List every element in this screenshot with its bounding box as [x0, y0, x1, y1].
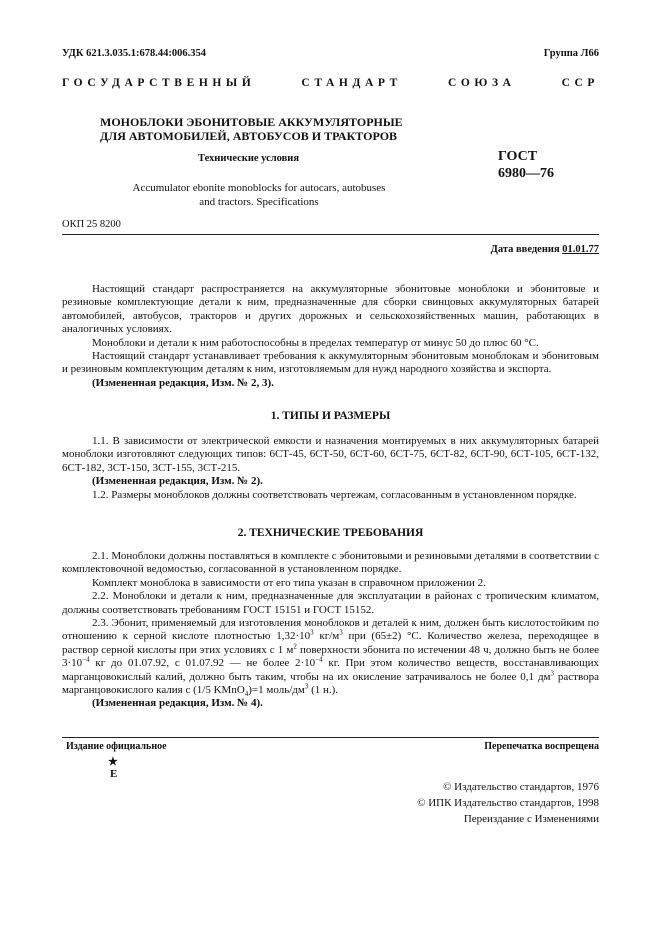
standard-line: ГОСУДАРСТВЕННЫЙ СТАНДАРТ СОЮЗА ССР — [62, 77, 599, 89]
intro-date-value: 01.01.77 — [562, 244, 599, 255]
intro-paragraph-3: Настоящий стандарт устанавливает требования к аккумуляторным эбонитовым моноблокам и эбонитовым и резиновым комплектующим деталям к ним, изготовляемым для нужд народного хозяйства и экспорта. — [62, 350, 599, 376]
section-1-text — [62, 435, 599, 502]
document-title — [100, 115, 403, 143]
group-code: Группа Л66 — [543, 48, 599, 59]
paragraph-2-1: 2.1. Моноблоки должны поставляться в комплекте с эбонитовыми и резиновыми деталями в соответствии с комплектовочной ведомостью, согласованной в установленном порядке. — [62, 550, 599, 576]
paragraph-2-3: 2.3. Эбонит, применяемый для изготовления моноблоков и деталей к ним, должен быть кислотостойким по отношению к серной кислоте плотностью $1,32\cdot 10^3$ $кг/м^3$ при (65±2) °С. Количество железа, переходящее в раствор серной кислоты при этих условиях с 1 $м^2$ поверхности эбонита по истечении 48 ч, должно быть не более $3\cdot 10^{-4}$ кг до 01.07.92, с 01.07.92 — не более $2\cdot 10^{-4}$ кг. При этом количество веществ, восстанавливающих марганцовокислый калий, должно быть таким, чтобы на их окисление затрачивалось не более 0,1 $дм^3$ раствора марганцовокислого калия c (1/5 KMnO$_4$)=1 моль/$дм^3$ (1 н.). — [62, 617, 600, 699]
copyright-1998: © ИПК Издательство стандартов, 1998 — [417, 797, 599, 809]
paragraph-1-2: 1.2. Размеры моноблоков должны соответствовать чертежам, согласованным в установленном порядке. — [92, 488, 577, 501]
paragraph-2-1b: Комплект моноблока в зависимости от его типа указан в справочном приложении 2. — [92, 576, 486, 589]
paragraph-2-2: 2.2. Моноблоки и детали к ним, предназначенные для эксплуатации в районах с тропическим климатом, должны соответствовать требованиям ГОСТ 15151 и ГОСТ 15152. — [62, 590, 599, 616]
section-heading: 1. ТИПЫ И РАЗМЕРЫ — [270, 410, 391, 422]
subtitle: Технические условия — [198, 153, 300, 164]
divider — [62, 737, 599, 738]
udk-code: УДК 621.3.035.1:678.44:006.354 — [62, 48, 206, 59]
copyright-1976: © Издательство стандартов, 1976 — [443, 781, 599, 793]
okp-code: ОКП 25 8200 — [62, 219, 121, 230]
intro-paragraph-2: Моноблоки и детали к ним работоспособны в пределах температур от минус 50 до плюс 60 °С. — [92, 336, 539, 349]
edition-letter: Е — [110, 768, 118, 780]
amendment-note: (Измененная редакция, Изм. № 4). — [92, 697, 263, 710]
gost-block — [498, 148, 554, 182]
amendment-note: (Измененная редакция, Изм. № 2, 3). — [92, 376, 274, 389]
section-heading: 2. ТЕХНИЧЕСКИЕ ТРЕБОВАНИЯ — [237, 527, 424, 539]
title-line-2: ДЛЯ АВТОМОБИЛЕЙ, АВТОБУСОВ И ТРАКТОРОВ — [100, 129, 398, 143]
official-edition: Издание официальное — [66, 741, 167, 752]
intro-paragraph-1: Настоящий стандарт распространяется на аккумуляторные эбонитовые моноблоки и эбонитовые и резиновые комплектующие детали к ним, предназначенные для сборки свинцовых аккумуляторных батарей автомобилей, автобусов, тракторов и других дорожных и сельскохозяйственных машин, работающих в аналогичных условиях. — [62, 283, 599, 336]
intro-text — [62, 283, 599, 390]
divider — [62, 234, 599, 235]
gost-label: ГОСТ — [498, 149, 538, 164]
title-line-1: МОНОБЛОКИ ЭБОНИТОВЫЕ АККУМУЛЯТОРНЫЕ — [100, 115, 403, 129]
star-icon: ★ — [108, 756, 118, 768]
intro-date-label: Дата введения — [490, 244, 560, 255]
paragraph-1-1: 1.1. В зависимости от электрической емкости и назначения монтируемых в них аккумуляторных батарей моноблоки изготовляют следующих типов: 6СТ-45, 6СТ-50, 6СТ-60, 6СТ-75, 6СТ-82, 6СТ-90, 6СТ-105, 6СТ-132, 6СТ-182, 3СТ-150, 3СТ-155, 3СТ-215. — [62, 435, 599, 474]
reprint-prohibited: Перепечатка воспрещена — [484, 741, 599, 752]
reissue-note: Переиздание с Изменениями — [463, 813, 599, 825]
amendment-note: (Измененная редакция, Изм. № 2). — [92, 475, 263, 488]
section-2-text — [62, 550, 599, 711]
gost-number: 6980—76 — [498, 166, 554, 181]
copyright-block — [417, 779, 599, 827]
english-title: Accumulator ebonite monoblocks for autocars, autobuses and tractors. Specifications — [132, 182, 386, 208]
intro-date — [491, 244, 599, 255]
